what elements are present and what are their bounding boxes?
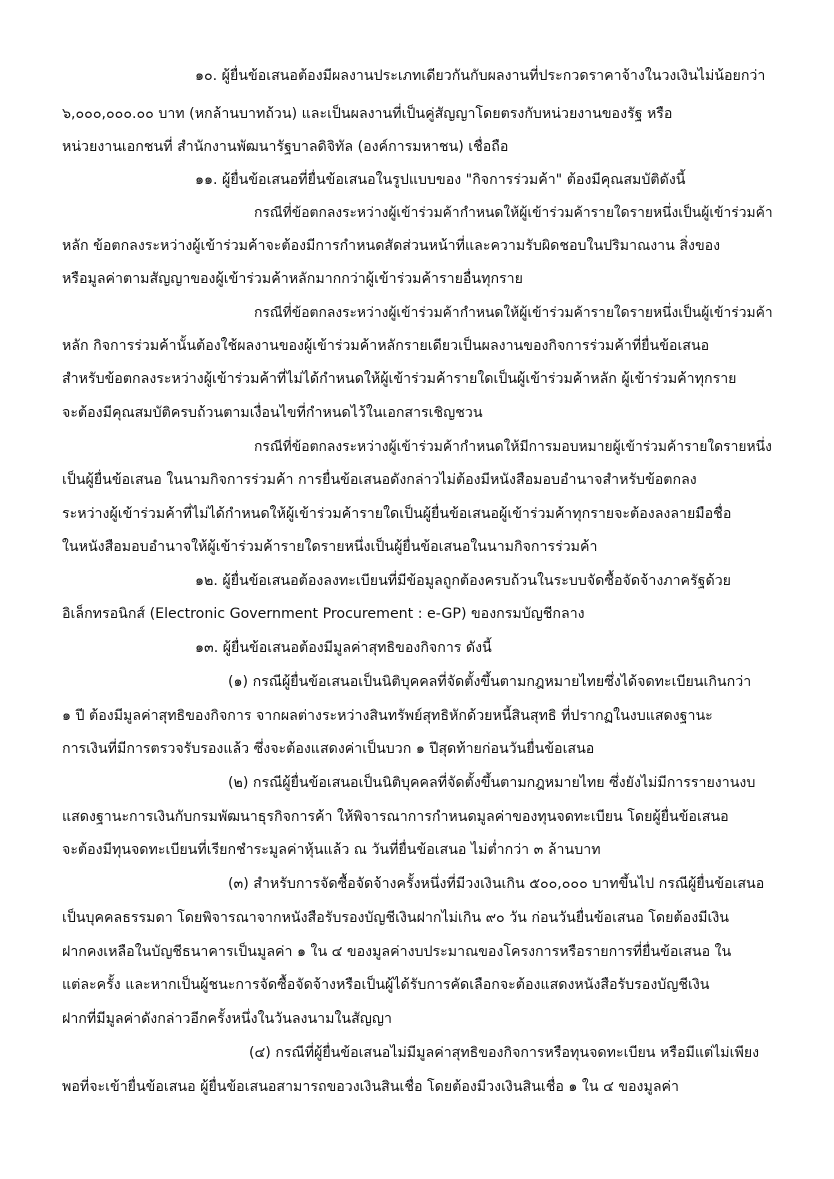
text-line: กรณีที่ข้อตกลงระหว่างผู้เข้าร่วมค้ากำหนดให้มีการมอบหมายผู้เข้าร่วมค้ารายใดรายหนึ่ง xyxy=(254,439,772,455)
text-line: จะต้องมีทุนจดทะเบียนที่เรียกชำระมูลค่าหุ้นแล้ว ณ วันที่ยื่นข้อเสนอ ไม่ต่ำกว่า ๓ ล้านบาท xyxy=(62,842,601,858)
text-line: ๑๓. ผู้ยื่นข้อเสนอต้องมีมูลค่าสุทธิของกิจการ ดังนี้ xyxy=(195,640,492,656)
text-line: หลัก ข้อตกลงระหว่างผู้เข้าร่วมค้าจะต้องมีการกำหนดสัดส่วนหน้าที่และความรับผิดชอบในปริมาณงาน สิ่งของ xyxy=(62,238,721,254)
text-line: ระหว่างผู้เข้าร่วมค้าที่ไม่ได้กำหนดให้ผู้เข้าร่วมค้ารายใดเป็นผู้ยื่นข้อเสนอผู้เข้าร่วมค้าทุกรายจะต้องลงลายมือชื่อ xyxy=(62,506,732,522)
text-line: ๑๒. ผู้ยื่นข้อเสนอต้องลงทะเบียนที่มีข้อมูลถูกต้องครบถ้วนในระบบจัดซื้อจัดจ้างภาครัฐด้วย xyxy=(195,573,731,589)
text-line: (๑) กรณีผู้ยื่นข้อเสนอเป็นนิติบุคคลที่จัดตั้งขึ้นตามกฎหมายไทยซึ่งได้จดทะเบียนเกินกว่า xyxy=(228,674,752,690)
text-line: เป็นบุคคลธรรมดา โดยพิจารณาจากหนังสือรับรองบัญชีเงินฝากไม่เกิน ๙๐ วัน ก่อนวันยื่นข้อเสนอ โดยต้องมีเงิน xyxy=(62,910,729,926)
text-line: หน่วยงานเอกชนที่ สำนักงานพัฒนารัฐบาลดิจิทัล (องค์การมหาชน) เชื่อถือ xyxy=(62,139,509,155)
text-line: การเงินที่มีการตรวจรับรองแล้ว ซึ่งจะต้องแสดงค่าเป็นบวก ๑ ปีสุดท้ายก่อนวันยื่นข้อเสนอ xyxy=(62,741,595,757)
text-line: กรณีที่ข้อตกลงระหว่างผู้เข้าร่วมค้ากำหนดให้ผู้เข้าร่วมค้ารายใดรายหนึ่งเป็นผู้เข้าร่วมค้า xyxy=(254,205,773,221)
text-line: อิเล็กทรอนิกส์ (Electronic Government Procurement : e-GP) ของกรมบัญชีกลาง xyxy=(62,606,585,622)
text-line: (๓) สำหรับการจัดซื้อจัดจ้างครั้งหนึ่งที่มีวงเงินเกิน ๕๐๐,๐๐๐ บาทขึ้นไป กรณีผู้ยื่นข้อเสนอ xyxy=(228,876,765,892)
text-line: ฝากที่มีมูลค่าดังกล่าวอีกครั้งหนึ่งในวันลงนามในสัญญา xyxy=(62,1011,392,1027)
text-line: ในหนังสือมอบอำนาจให้ผู้เข้าร่วมค้ารายใดรายหนึ่งเป็นผู้ยื่นข้อเสนอในนามกิจการร่วมค้า xyxy=(62,539,598,555)
text-line: แต่ละครั้ง และหากเป็นผู้ชนะการจัดซื้อจัดจ้างหรือเป็นผู้ได้รับการคัดเลือกจะต้องแสดงหนังสือรับรองบัญชีเงิน xyxy=(62,977,710,993)
text-line: เป็นผู้ยื่นข้อเสนอ ในนามกิจการร่วมค้า การยื่นข้อเสนอดังกล่าวไม่ต้องมีหนังสือมอบอำนาจสำหรับข้อตกลง xyxy=(62,472,697,488)
text-line: (๔) กรณีที่ผู้ยื่นข้อเสนอไม่มีมูลค่าสุทธิของกิจการหรือทุนจดทะเบียน หรือมีแต่ไม่เพียง xyxy=(249,1045,760,1061)
text-line: กรณีที่ข้อตกลงระหว่างผู้เข้าร่วมค้ากำหนดให้ผู้เข้าร่วมค้ารายใดรายหนึ่งเป็นผู้เข้าร่วมค้า xyxy=(254,305,773,321)
text-line: หรือมูลค่าตามสัญญาของผู้เข้าร่วมค้าหลักมากกว่าผู้เข้าร่วมค้ารายอื่นทุกราย xyxy=(62,271,523,287)
text-line: ๑ ปี ต้องมีมูลค่าสุทธิของกิจการ จากผลต่างระหว่างสินทรัพย์สุทธิหักด้วยหนี้สินสุทธิ ที่ปรากฏในงบแสดงฐานะ xyxy=(62,708,713,724)
text-line: พอที่จะเข้ายื่นข้อเสนอ ผู้ยื่นข้อเสนอสามารถขอวงเงินสินเชื่อ โดยต้องมีวงเงินสินเชื่อ ๑ ใน ๔ ของมูลค่า xyxy=(62,1079,679,1095)
text-line: แสดงฐานะการเงินกับกรมพัฒนาธุรกิจการค้า ให้พิจารณาการกำหนดมูลค่าของทุนจดทะเบียน โดยผู้ยื่นข้อเสนอ xyxy=(62,809,729,825)
text-line: ฝากคงเหลือในบัญชีธนาคารเป็นมูลค่า ๑ ใน ๔ ของมูลค่างบประมาณของโครงการหรือรายการที่ยื่นข้อเสนอ ใน xyxy=(62,944,732,960)
text-line: ๑๐. ผู้ยื่นข้อเสนอต้องมีผลงานประเภทเดียวกันกับผลงานที่ประกวดราคาจ้างในวงเงินไม่น้อยกว่า xyxy=(195,68,766,84)
text-line: ๖,๐๐๐,๐๐๐.๐๐ บาท (หกล้านบาทถ้วน) และเป็นผลงานที่เป็นคู่สัญญาโดยตรงกับหน่วยงานของรัฐ หรือ xyxy=(62,106,673,122)
text-line: ๑๑. ผู้ยื่นข้อเสนอที่ยื่นข้อเสนอในรูปแบบของ "กิจการร่วมค้า" ต้องมีคุณสมบัติดังนี้ xyxy=(195,172,686,188)
text-line: จะต้องมีคุณสมบัติครบถ้วนตามเงื่อนไขที่กำหนดไว้ในเอกสารเชิญชวน xyxy=(62,405,483,421)
text-line: (๒) กรณีผู้ยื่นข้อเสนอเป็นนิติบุคคลที่จัดตั้งขึ้นตามกฎหมายไทย ซึ่งยังไม่มีการรายงานงบ xyxy=(228,775,756,791)
text-line: สำหรับข้อตกลงระหว่างผู้เข้าร่วมค้าที่ไม่ได้กำหนดให้ผู้เข้าร่วมค้ารายใดเป็นผู้เข้าร่วมค้าหลัก ผู้เข้าร่วมค้าทุกราย xyxy=(62,371,737,387)
text-line: หลัก กิจการร่วมค้านั้นต้องใช้ผลงานของผู้เข้าร่วมค้าหลักรายเดียวเป็นผลงานของกิจการร่วมค้าที่ยื่นข้อเสนอ xyxy=(62,338,710,354)
